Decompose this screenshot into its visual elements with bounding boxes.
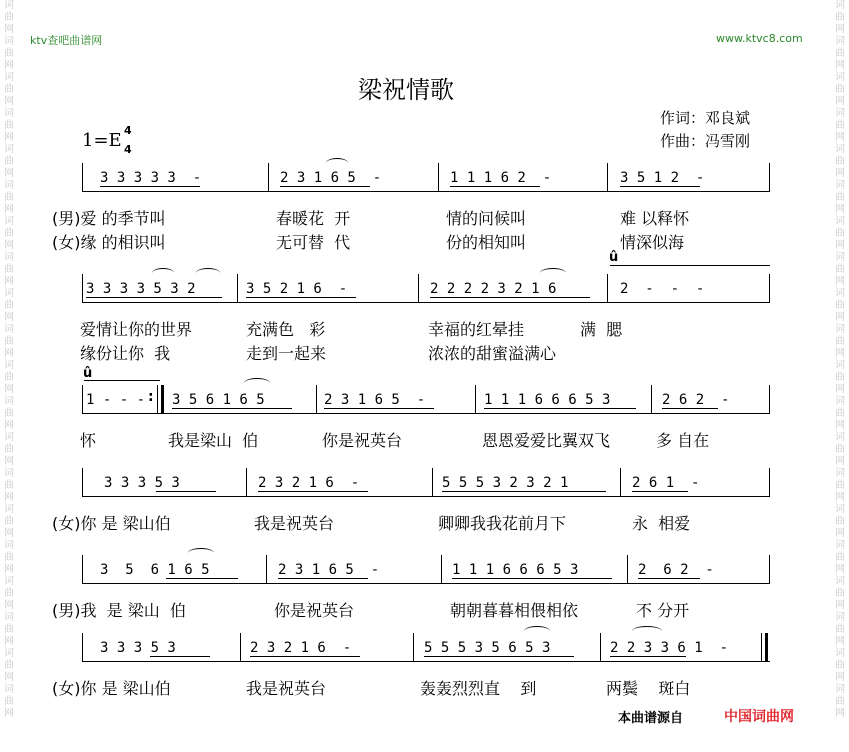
measure-notes: 2 6 2 -: [638, 562, 714, 578]
measure-notes: 1 1 1 6 6 6 5 3: [452, 562, 579, 578]
volta-bracket: [84, 380, 160, 381]
measure-notes: 2 6 1 -: [632, 475, 700, 491]
underline-beam: [324, 408, 434, 409]
lyric-text: (男)我 是 梁山 伯: [52, 601, 186, 620]
underline-beam: [172, 408, 292, 409]
lyric-text: 缘份让你 我: [80, 344, 171, 363]
measure-notes: 3 5 1 2 -: [620, 170, 705, 186]
underline-beam: [250, 656, 360, 657]
bar-line: [82, 555, 83, 584]
bar-line: [237, 274, 238, 303]
measure-notes: 2 6 2 -: [662, 392, 730, 408]
composer: 作曲：冯雪刚: [660, 132, 751, 150]
watermark-right: 词曲网词曲网词曲网词曲网词曲网词曲网词曲网词曲网词曲网词曲网词曲网词曲网词曲网词曲网词曲网词曲网词曲网词曲网词曲网词曲网: [835, 0, 845, 719]
bar-line: [82, 385, 83, 414]
final-bar: [765, 633, 768, 662]
footer-source-label: 本曲谱源自: [618, 711, 684, 726]
lyric-text: 多 自在: [656, 431, 710, 450]
bar-line: [627, 555, 628, 584]
underline-beam: [452, 578, 612, 579]
bar-line: [475, 385, 476, 414]
staff-line-3: [82, 413, 770, 414]
underline-beam: [156, 491, 216, 492]
bar-line: [432, 468, 433, 497]
measure-notes: 3 5 6 1 6 5: [172, 392, 265, 408]
bar-line: [651, 385, 652, 414]
bar-line: [82, 163, 83, 192]
repeat-dots: :: [148, 389, 154, 405]
underline-beam: [620, 186, 700, 187]
lyric-text: (男)爱 的季节叫: [52, 209, 166, 228]
header-left-link[interactable]: ktv查吧曲谱网: [30, 34, 103, 47]
staff-line-4: [82, 496, 770, 497]
bar-line: [240, 633, 241, 662]
measure-notes: 1 - - -: [86, 392, 146, 408]
underline-beam: [278, 578, 368, 579]
lyric-text: (女)你 是 梁山伯: [52, 514, 171, 533]
underline-beam: [280, 186, 370, 187]
bar-line: [607, 274, 608, 303]
bar-line: [316, 385, 317, 414]
slur-mark: [540, 268, 566, 278]
bar-line: [769, 163, 770, 192]
lyric-text: 朝朝暮暮相偎相依: [450, 601, 579, 620]
volta-mark: û: [609, 250, 619, 265]
lyric-text: 浓浓的甜蜜溢满心: [428, 344, 557, 363]
bar-line: [769, 555, 770, 584]
lyric-text: 无可替 代: [276, 233, 351, 252]
lyric-text: 充满色 彩: [246, 320, 326, 339]
lyric-text: 爱情让你的世界: [80, 320, 193, 339]
lyric-text: 满 腮: [580, 320, 623, 339]
measure-notes: 3 3 3 3 3 -: [100, 170, 202, 186]
underline-beam: [100, 186, 200, 187]
bar-line: [266, 555, 267, 584]
bar-line: [600, 633, 601, 662]
volta-bracket: [610, 265, 770, 266]
lyric-text: 我是祝英台: [246, 679, 327, 698]
slur-mark: [632, 626, 662, 636]
watermark-left: 词曲网词曲网词曲网词曲网词曲网词曲网词曲网词曲网词曲网词曲网词曲网词曲网词曲网词曲网词曲网词曲网词曲网词曲网词曲网词曲网: [4, 0, 14, 719]
time-signature-top: 4: [124, 124, 132, 137]
lyric-text: 卿卿我我花前月下: [438, 514, 567, 533]
bar-line: [413, 633, 414, 662]
measure-notes: 2 3 1 6 5 -: [280, 170, 382, 186]
slur-mark: [188, 548, 214, 558]
slur-mark: [196, 268, 220, 278]
measure-notes: 2 3 2 1 6 -: [250, 640, 352, 656]
measure-notes: 1 1 1 6 6 6 5 3: [484, 392, 611, 408]
underline-beam: [150, 656, 210, 657]
staff-line-5: [82, 583, 770, 584]
underline-beam: [484, 408, 636, 409]
underline-beam: [86, 297, 222, 298]
slur-mark: [152, 268, 174, 278]
lyric-text: (女)缘 的相识叫: [52, 233, 166, 252]
bar-line: [268, 163, 269, 192]
underline-beam: [258, 491, 368, 492]
lyric-text: 情深似海: [620, 233, 685, 252]
slur-mark: [524, 626, 550, 636]
bar-line: [418, 274, 419, 303]
underline-beam: [638, 578, 700, 579]
lyric-text: 不 分开: [636, 601, 690, 620]
lyric-text: 两鬓 斑白: [606, 679, 691, 698]
measure-notes: 2 3 1 6 5 -: [324, 392, 426, 408]
bar-line: [769, 468, 770, 497]
bar-line: [607, 163, 608, 192]
lyric-text: 走到一起来: [246, 344, 327, 363]
repeat-bar: [161, 385, 164, 414]
time-signature-bottom: 4: [124, 143, 132, 156]
measure-notes: 2 2 2 2 3 2 1 6: [430, 281, 557, 297]
underline-beam: [424, 656, 574, 657]
measure-notes: 3 3 3 3 5 3 2: [86, 281, 196, 297]
measure-notes: 5 5 5 3 5 6 5 3: [424, 640, 551, 656]
lyric-text: 幸福的红晕挂: [428, 320, 525, 339]
lyric-text: 恩恩爱爱比翼双飞: [482, 431, 611, 450]
bar-line: [82, 274, 83, 303]
measure-notes: 2 3 2 1 6 -: [258, 475, 360, 491]
bar-line: [769, 385, 770, 414]
bar-line: [157, 385, 158, 414]
staff-line-6: [82, 661, 770, 662]
underline-beam: [610, 656, 686, 657]
lyric-text: 春暖花 开: [276, 209, 351, 228]
underline-beam: [246, 297, 356, 298]
key-signature: 1=E: [82, 130, 122, 151]
volta-mark: û: [83, 366, 93, 381]
header-right-link[interactable]: www.ktvc8.com: [716, 32, 803, 45]
lyric-text: 永 相爱: [632, 514, 691, 533]
underline-beam: [166, 578, 238, 579]
bar-line: [769, 274, 770, 303]
lyric-text: 你是祝英台: [322, 431, 403, 450]
lyricist: 作词：邓良斌: [660, 109, 751, 127]
lyric-text: 你是祝英台: [274, 601, 355, 620]
underline-beam: [662, 408, 718, 409]
underline-beam: [632, 491, 688, 492]
bar-line: [438, 163, 439, 192]
measure-notes: 1 1 1 6 2 -: [450, 170, 552, 186]
bar-line: [82, 468, 83, 497]
lyric-text: 轰轰烈烈直 到: [420, 679, 537, 698]
lyric-text: 情的问候叫: [446, 209, 527, 228]
measure-notes: 3 5 6 1 6 5: [100, 562, 210, 578]
slur-mark: [244, 378, 270, 388]
bar-line: [620, 468, 621, 497]
measure-notes: 3 3 3 5 3: [100, 640, 176, 656]
footer-site-link[interactable]: 中国词曲网: [724, 709, 794, 725]
lyric-text: (女)你 是 梁山伯: [52, 679, 171, 698]
measure-notes: 3 5 2 1 6 -: [246, 281, 348, 297]
lyric-text: 我是梁山 伯: [168, 431, 259, 450]
measure-notes: 2 2 3 3 6 1 -: [610, 640, 729, 656]
slur-mark: [326, 158, 348, 168]
lyric-text: 我是祝英台: [254, 514, 335, 533]
staff-line-2: [82, 302, 770, 303]
underline-beam: [450, 186, 540, 187]
underline-beam: [442, 491, 606, 492]
song-title: 梁祝情歌: [358, 76, 454, 104]
measure-notes: 5 5 5 3 2 3 2 1: [442, 475, 569, 491]
measure-notes: 2 - - -: [620, 281, 705, 297]
bar-line: [246, 468, 247, 497]
measure-notes: 2 3 1 6 5 -: [278, 562, 380, 578]
measure-notes: 3 3 3 5 3: [104, 475, 180, 491]
lyric-text: 份的相知叫: [446, 233, 527, 252]
lyric-text: 难 以释怀: [620, 209, 690, 228]
lyric-text: 怀: [80, 431, 97, 450]
underline-beam: [430, 297, 590, 298]
bar-line: [761, 633, 762, 662]
bar-line: [82, 633, 83, 662]
staff-line-1: [82, 191, 770, 192]
bar-line: [441, 555, 442, 584]
